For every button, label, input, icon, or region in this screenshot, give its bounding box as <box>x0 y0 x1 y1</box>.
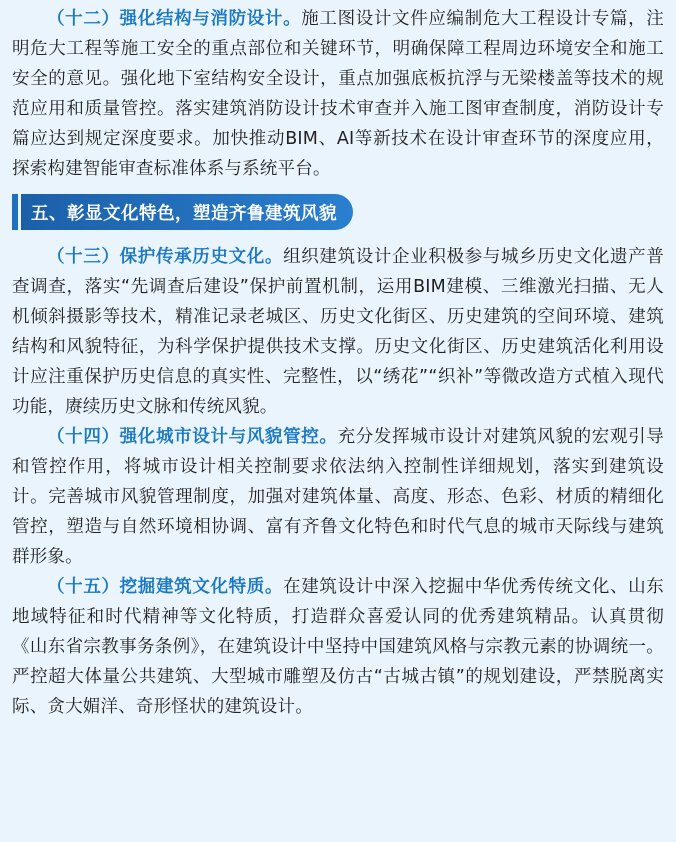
section-header <box>12 194 664 230</box>
paragraph-12 <box>12 4 664 184</box>
paragraph-heading: （十二）强化结构与消防设计。 <box>47 9 302 29</box>
paragraph-body: 组织建筑设计企业积极参与城乡历史文化遗产普查调查，落实“先调查后建设”保护前置机制，运用BIM建模、三维激光扫描、无人机倾斜摄影等技术，精准记录老城区、历史文化街区、历史建筑的空间环境、建筑结构和风貌特征，为科学保护提供技术支撑。历史文化街区、历史建筑活化利用设计应注重保护历史信息的真实性、完整性，以“绣花”“织补”等微改造方式植入现代功能，赓续历史文脉和传统风貌。 <box>12 247 664 417</box>
paragraph-heading: （十四）强化城市设计与风貌管控。 <box>47 427 338 447</box>
paragraph-body: 在建筑设计中深入挖掘中华优秀传统文化、山东地域特征和时代精神等文化特质，打造群众喜爱认同的优秀建筑精品。认真贯彻《山东省宗教事务条例》，在建筑设计中坚持中国建筑风格与宗教元素的协调统一。严控超大体量公共建筑、大型城市雕塑及仿古“古城古镇”的规划建设，严禁脱离实际、贪大媚洋、奇形怪状的建筑设计。 <box>12 577 664 717</box>
paragraph-13 <box>12 242 664 422</box>
paragraph-heading: （十三）保护传承历史文化。 <box>47 247 284 267</box>
section-accent-bar <box>12 194 18 230</box>
paragraph-14 <box>12 422 664 572</box>
paragraph-heading: （十五）挖掘建筑文化特质。 <box>47 577 284 597</box>
section-title: 五、彰显文化特色，塑造齐鲁建筑风貌 <box>21 194 353 230</box>
paragraph-15 <box>12 572 664 722</box>
paragraph-body: 施工图设计文件应编制危大工程设计专篇，注明危大工程等施工安全的重点部位和关键环节，明确保障工程周边环境安全和施工安全的意见。强化地下室结构安全设计，重点加强底板抗浮与无梁楼盖等技术的规范应用和质量管控。落实建筑消防设计技术审查并入施工图审查制度，消防设计专篇应达到规定深度要求。加快推动BIM、AI等新技术在设计审查环节的深度应用，探索构建智能审查标准体系与系统平台。 <box>12 9 664 179</box>
paragraph-body: 充分发挥城市设计对建筑风貌的宏观引导和管控作用，将城市设计相关控制要求依法纳入控制性详细规划，落实到建筑设计。完善城市风貌管理制度，加强对建筑体量、高度、形态、色彩、材质的精细化管控，塑造与自然环境相协调、富有齐鲁文化特色和时代气息的城市天际线与建筑群形象。 <box>12 427 664 567</box>
